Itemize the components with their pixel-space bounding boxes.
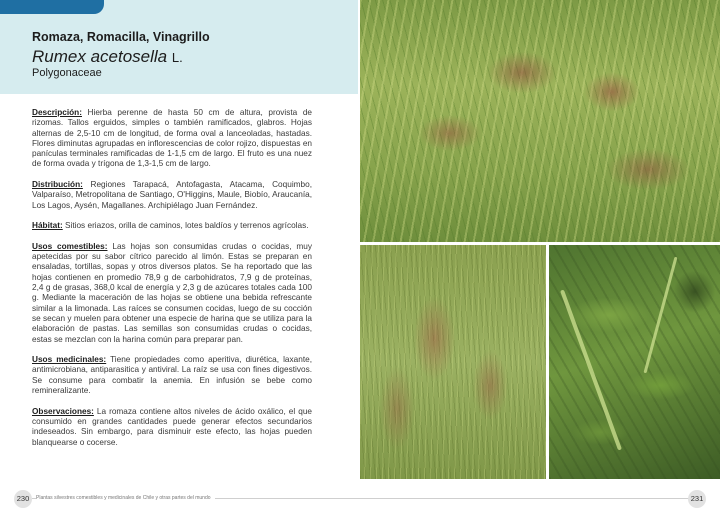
section-edible-uses: [32, 242, 312, 345]
section-label: Distribución:: [32, 180, 83, 190]
section-label: Usos comestibles:: [32, 241, 108, 251]
section-label: Descripción:: [32, 108, 82, 117]
section-distribution: [32, 180, 312, 211]
stem-shape: [560, 289, 622, 450]
section-medicinal-uses: [32, 355, 312, 396]
section-text: Las hojas son consumidas crudas o cocidas, muy apetecidas por su sabor cítrico parecido al limón. Estas se preparan en ensaladas, tortillas, sopas y otros diversos platos. Se ha reportado que las hojas contienen en promedio 78,9 g de carbohidratos, 7,9 g de proteínas, 2,4 g de grasas, 368,0 kcal de energía y 2,3 g de azúcares totales cada 100 g. Mediante la maceración de las hojas se obtiene una bebida refrescante similar a la limonada. Las raíces se consumen cocidas, luego de su cocción se secan y muelen para obtener una especie de harina que se utiliza para la elaboración de pastas. Las semillas son consumidas crudas o cocidas, estas se mezclan con la harina común para preparar pan.: [32, 241, 312, 344]
section-text: Regiones Tarapacá, Antofagasta, Atacama, Coquimbo, Valparaíso, Metropolitana de Santiago, O'Higgins, Maule, Biobío, Araucanía, Los Lagos, Aysén, Magallanes. Archipiélago Juan Fernández.: [32, 180, 312, 210]
plant-family: Polygonaceae: [32, 67, 102, 79]
footer-book-title: Plantas silvestres comestibles y medicinales de Chile y otras partes del mundo: [36, 495, 215, 501]
section-observations: [32, 407, 312, 448]
section-label: Hábitat:: [32, 221, 63, 231]
plant-photo-inflorescence: [360, 245, 546, 479]
stem-shape: [644, 257, 678, 374]
section-habitat: [32, 221, 312, 231]
section-description: [32, 108, 312, 170]
page-number-left: 230: [14, 490, 32, 508]
scientific-name: [32, 47, 183, 67]
scientific-name-binomial: Rumex acetosella: [32, 47, 168, 66]
section-text: Hierba perenne de hasta 50 cm de altura, provista de rizomas. Tallos erguidos, simples o también ramificados, glabros. Hojas alternas de 2,5-10 cm de longitud, de forma oval a lanceoladas, hastadas. Flores diminutas agrupadas en inflorescencias de color rojizo, dispuestas en panículas terminales ramificadas de 1-1,5 cm de largo. El fruto es una nuez de forma ovada y trígona de 1,3-1,5 cm de largo.: [32, 108, 312, 169]
plant-photo-field: [360, 0, 720, 242]
section-text: Sitios eriazos, orilla de caminos, lotes baldíos y terrenos agrícolas.: [62, 221, 309, 231]
section-text: La romaza contiene altos niveles de ácido oxálico, el que consumido en grandes cantidades puede generar efectos secundarios indeseados. Sin embargo, para disminuir este efecto, las hojas pueden blanquearse o cocerse.: [32, 406, 312, 447]
scientific-name-author: L.: [171, 50, 183, 65]
plant-photo-leaves: [549, 245, 720, 479]
section-label: Observaciones:: [32, 406, 94, 416]
section-label: Usos medicinales:: [32, 355, 107, 365]
chapter-tab: [0, 0, 104, 14]
species-description-column: [32, 108, 312, 458]
section-text: Tiene propiedades como aperitiva, diurética, laxante, antimicrobiana, antiparasitica y antiviral. La raíz se usa con fines digestivos. Se consume para combatir la anemia. En infusión se bebe como remineralizante.: [32, 355, 312, 396]
page-number-right: 231: [688, 490, 706, 508]
common-names: Romaza, Romacilla, Vinagrillo: [32, 30, 210, 44]
